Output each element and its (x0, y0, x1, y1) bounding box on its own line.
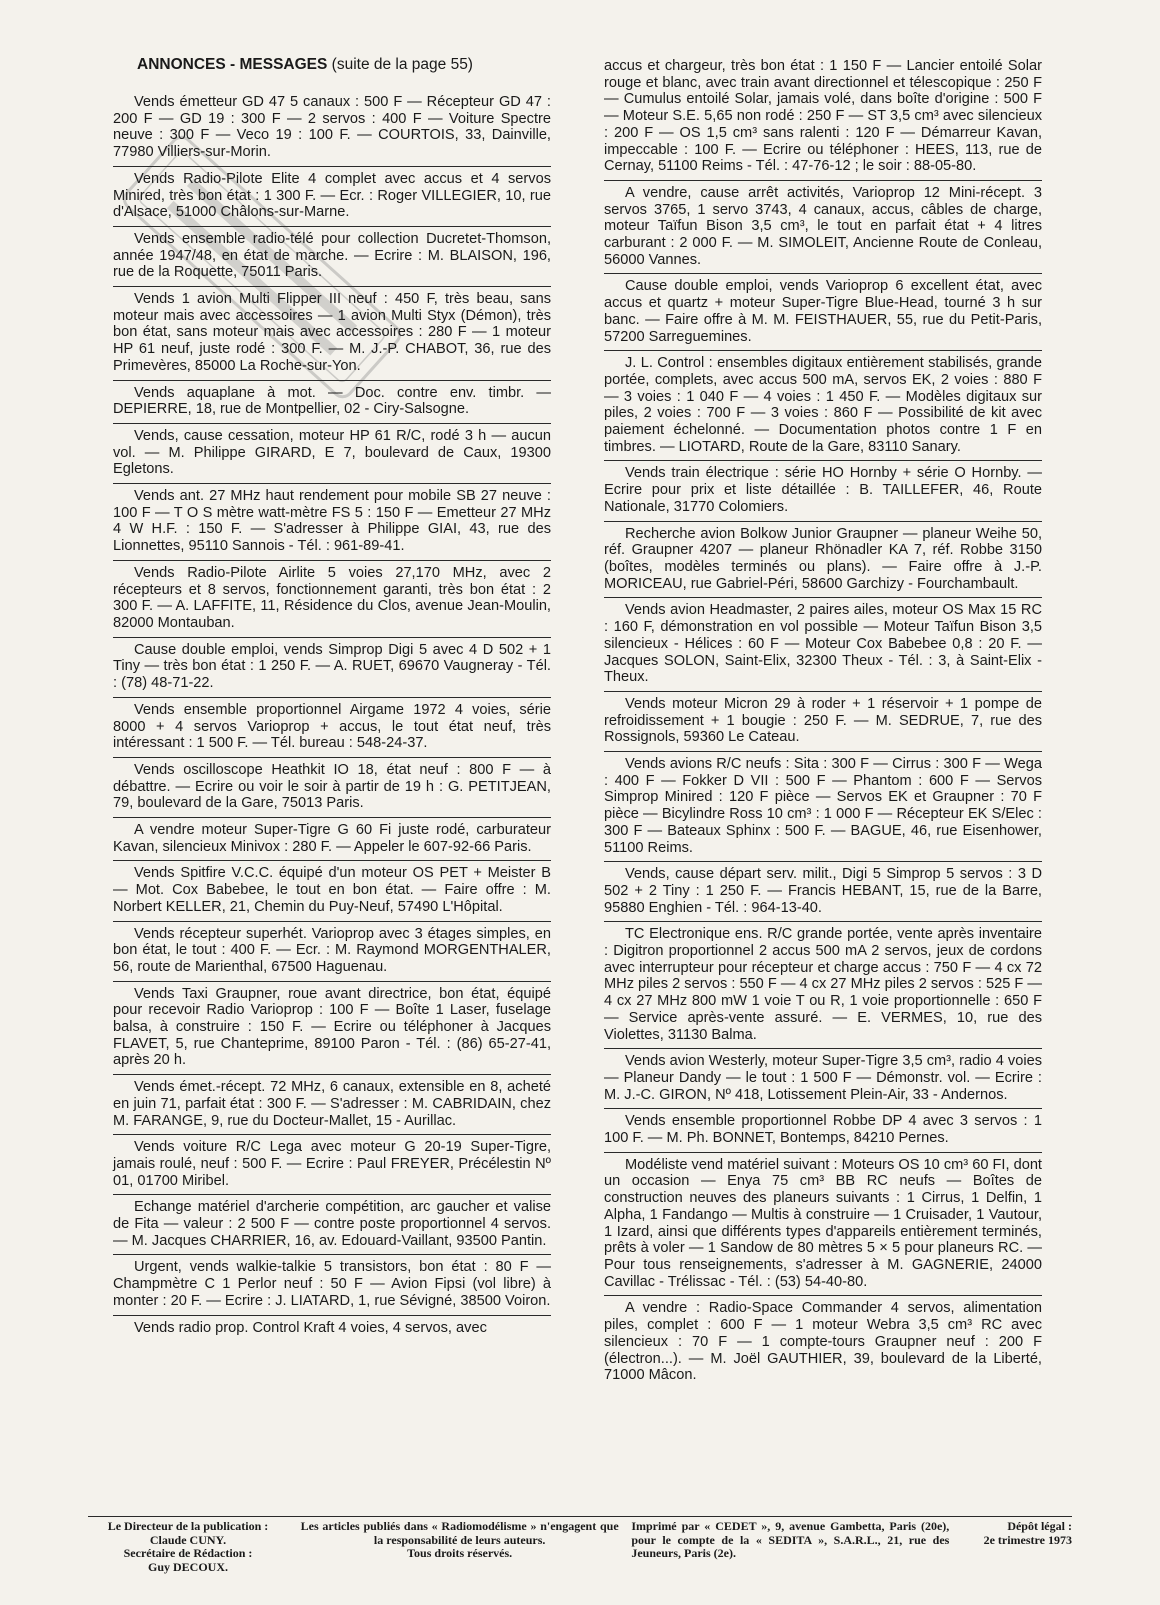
footer-line: Les articles publiés dans « Radiomodélisme » n'engagent que la responsabilité de leurs auteurs. (300, 1519, 619, 1547)
section-continuation: (suite de la page 55) (331, 56, 473, 73)
classified-ad: Recherche avion Bolkow Junior Graupner — planeur Weihe 50, réf. Graupner 4207 — planeur Rhönadler KA 7, réf. Robbe 3150 (boîtes, modèles terminés ou plans). — Faire offre à J.-P. MORICEAU, rue Gabriel-Péri, 58600 Garchizy - Fourchambault. (604, 522, 1042, 599)
classified-ad: Vends émetteur GD 47 5 canaux : 500 F — Récepteur GD 47 : 200 F — GD 19 : 300 F — 2 servos : 400 F — Voiture Spectre neuve : 300 F — Veco 19 : 100 F. — COURTOIS, 33, Dainville, 77980 Villiers-sur-Morin. (113, 90, 551, 167)
classified-ad-continued: accus et chargeur, très bon état : 1 150 F — Lancier entoilé Solar rouge et blanc, avec train avant directionnel et télescopique : 250 F — Cumulus entoilé Solar, jamais volé, dans boîte d'origine : 500 F — Moteur S.E. 5,65 non rodé : 250 F — ST 3,5 cm³ avec silencieux : 200 F — OS 1,5 cm³ sans ralenti : 120 F — Démarreur Kavan, impeccable : 100 F. — Ecrire ou téléphoner : HEES, 113, rue de Cernay, 51100 Reims - Tél. : 47-76-12 ; le soir : 88-05-80. (604, 52, 1042, 181)
classified-ad: A vendre moteur Super-Tigre G 60 Fi juste rodé, carburateur Kavan, silencieux Minivox : 280 F. — Appeler le 607-92-66 Paris. (113, 818, 551, 861)
classified-ad: Vends avions R/C neufs : Sita : 300 F — Cirrus : 300 F — Wega : 400 F — Fokker D VII : 500 F — Phantom : 600 F — Servos Simprop Minired : 120 F pièce — Servos EK et Graupner : 70 F pièce — Bicylindre Ross 10 cm³ : 1 000 F — Récepteur EK S/Elec : 300 F — Bateaux Sphinx : 500 F. — BAGUE, 46, rue Eisenhower, 51100 Reims. (604, 752, 1042, 862)
footer-legal-deposit (962, 1520, 1072, 1574)
classified-ad: Vends ant. 27 MHz haut rendement pour mobile SB 27 neuve : 100 F — T O S mètre watt-mètre FS 5 : 150 F — Emetteur 27 MHz 4 W H.F. : 150 F. — S'adresser à Philippe GIAI, 43, rue des Lionnettes, 95110 Sannois - Tél. : 961-89-41. (113, 484, 551, 561)
classified-ad: Vends aquaplane à mot. — Doc. contre env. timbr. — DEPIERRE, 18, rue de Montpellier, 02 - Ciry-Salsogne. (113, 381, 551, 424)
classified-ad: Vends oscilloscope Heathkit IO 18, état neuf : 800 F — à débattre. — Ecrire ou voir le soir à partir de 19 h : G. PETITJEAN, 79, boulevard de la Gare, 75013 Paris. (113, 758, 551, 818)
section-title: ANNONCES - MESSAGES (137, 56, 328, 73)
footer-line: Le Directeur de la publication : (107, 1519, 269, 1533)
classified-ad: Vends Spitfire V.C.C. équipé d'un moteur OS PET + Meister B — Mot. Cox Babebee, le tout en bon état. — Faire offre : M. Norbert KELLER, 21, Chemin du Puy-Neuf, 57490 L'Hôpital. (113, 861, 551, 921)
classified-ad: Vends récepteur superhét. Varioprop avec 3 étages simples, en bon état, le tout : 400 F. — Ecr. : M. Raymond MORGENTHALER, 56, route de Marienthal, 67500 Haguenau. (113, 922, 551, 982)
classified-ad: Urgent, vends walkie-talkie 5 transistors, bon état : 80 F — Champmètre C 1 Perlor neuf : 50 F — Avion Fipsi (vol libre) à monter : 20 F. — Ecrire : J. LIATARD, 1, rue Sévigné, 38500 Voiron. (113, 1255, 551, 1315)
classified-ad: Echange matériel d'archerie compétition, arc gaucher et valise de Fita — valeur : 2 500 F — contre poste proportionnel 4 servos. — M. Jacques CHARRIER, 16, av. Edouard-Vaillant, 93500 Pantin. (113, 1195, 551, 1255)
classified-ad: Vends ensemble proportionnel Robbe DP 4 avec 3 servos : 1 100 F. — M. Ph. BONNET, Bontemps, 84210 Pernes. (604, 1109, 1042, 1152)
classified-ad: Vends voiture R/C Lega avec moteur G 20-19 Super-Tigre, jamais roulé, neuf : 500 F. — Ecrire : Paul FREYER, Précélestin Nº 01, 01700 Miribel. (113, 1135, 551, 1195)
footer-line: 2e trimestre 1973 (983, 1532, 1072, 1547)
footer-line: Secrétaire de Rédaction : (123, 1546, 253, 1560)
classified-ad: Vends, cause cessation, moteur HP 61 R/C, rodé 3 h — aucun vol. — M. Philippe GIRARD, E 7, boulevard de Caux, 19300 Egletons. (113, 424, 551, 484)
imprint-footer (88, 1516, 1072, 1574)
classified-ad: Cause double emploi, vends Simprop Digi 5 avec 4 D 502 + 1 Tiny — très bon état : 1 250 F. — A. RUET, 69670 Vaugneray - Tél. : (78) 48-71-22. (113, 638, 551, 698)
classified-ad: Vends radio prop. Control Kraft 4 voies, 4 servos, avec (134, 1319, 487, 1336)
classified-ad: Modéliste vend matériel suivant : Moteurs OS 10 cm³ 60 FI, dont un occasion — Enya 75 cm³ BB RC neufs — Boîtes de construction neuves des planeurs suivants : 1 Cirrus, 1 Delfin, 1 Alpha, 1 Fandango — Multis à construire — 1 Cruisader, 1 Vautour, 1 Izard, ainsi que différents types d'appareils entièrement terminés, prêts à voler — 1 Sandow de 80 mètres 5 × 5 pour planeurs RC. — Pour tous renseignements, s'adresser à M. GAGNERIE, 24000 Cavillac - Trélissac - Tél. : (53) 54-40-80. (604, 1153, 1042, 1297)
classified-ad: Vends Taxi Graupner, roue avant directrice, bon état, équipé pour recevoir Radio Varioprop : 100 F — Boîte 1 Laser, fuselage balsa, à construire : 150 F. — Ecrire ou téléphoner à Jacques FLAVET, 5, rue Chanteprime, 89100 Paron - Tél. : (86) 65-27-41, après 20 h. (113, 982, 551, 1076)
left-column (113, 52, 551, 1341)
classified-ad: Vends ensemble proportionnel Airgame 1972 4 voies, série 8000 + 4 servos Varioprop + accus, le tout état neuf, très intéressant : 1 500 F. — Tél. bureau : 548-24-37. (113, 698, 551, 758)
footer-line: Imprimé par « CEDET », 9, avenue Gambetta, Paris (20e), pour le compte de la « SEDITA », S.A.R.L., 21, rue des Jeuneurs, Paris (2e). (631, 1519, 950, 1560)
classified-ad: Vends avion Headmaster, 2 paires ailes, moteur OS Max 15 RC : 160 F, démonstration en vol possible — Moteur Taïfun Bison 3,5 silencieux - Hélices : 60 F — Moteur Cox Babebee 0,8 : 20 F. — Jacques SOLON, Saint-Elix, 32300 Theux - Tél. : 3, à Saint-Elix - Theux. (604, 598, 1042, 692)
classified-ad: Vends 1 avion Multi Flipper III neuf : 450 F, très beau, sans moteur mais avec accessoires — 1 avion Multi Styx (Démon), très bon état, sans moteur mais avec accessoires : 280 F — 1 moteur HP 61 neuf, juste rodé : 300 F. — M. J.-P. CHABOT, 36, rue des Primevères, 85000 La Roche-sur-Yon. (113, 287, 551, 381)
classified-ad: A vendre, cause arrêt activités, Varioprop 12 Mini-récept. 3 servos 3765, 1 servo 3743, 4 canaux, accus, câbles de charge, moteur Taïfun Bison 3,5 cm³, le tout en parfait état + 4 litres carburant : 2 000 F. — M. SIMOLEIT, Ancienne Route de Conleau, 56000 Vannes. (604, 181, 1042, 275)
footer-printer (631, 1520, 949, 1574)
classified-ad: Vends Radio-Pilote Airlite 5 voies 27,170 MHz, avec 2 récepteurs et 8 servos, fonctionnement garanti, très bon état : 2 300 F. — A. LAFFITE, 11, Résidence du Clos, avenue Jean-Moulin, 82000 Montauban. (113, 561, 551, 638)
classified-ad: Vends, cause départ serv. milit., Digi 5 Simprop 5 servos : 3 D 502 + 2 Tiny : 1 250 F. — Francis HEBANT, 15, rue de la Barre, 95880 Enghien - Tél. : 964-13-40. (604, 862, 1042, 922)
classified-ad: Vends train électrique : série HO Hornby + série O Hornby. — Ecrire pour prix et liste détaillée : B. TAILLEFER, 46, Route Nationale, 31770 Colomiers. (604, 461, 1042, 521)
classified-ad: A vendre : Radio-Space Commander 4 servos, alimentation piles, complet : 600 F — 1 moteur Webra 3,5 cm³ RC avec silencieux : 70 F — 1 compte-tours Graupner neuf : 200 F (électron...). — M. Joël GAUTHIER, 39, boulevard de la Liberté, 71000 Mâcon. (604, 1300, 1042, 1384)
footer-line: Dépôt légal : (1007, 1519, 1072, 1533)
classified-ad: Vends avion Westerly, moteur Super-Tigre 3,5 cm³, radio 4 voies — Planeur Dandy — le tout : 1 500 F — Démonstr. vol. — Ecrire : M. J.-C. GIRON, Nº 418, Lotissement Plein-Air, 33 - Andernos. (604, 1049, 1042, 1109)
classified-ad: TC Electronique ens. R/C grande portée, vente après inventaire : Digitron proportionnel 2 accus 500 mA 2 servos, jeux de cordons avec interrupteur pour récepteur et charge accus : 750 F — 4 cx 72 MHz piles 2 servos : 550 F — 4 cx 27 MHz piles 2 servos : 525 F — 4 cx 27 MHz 800 mW 1 voie T ou R, 1 voie proportionnelle : 650 F — Service après-vente assuré. — E. VERMES, 10, rue des Violettes, 31130 Balma. (604, 922, 1042, 1049)
classified-ad: Vends émet.-récept. 72 MHz, 6 canaux, extensible en 8, acheté en juin 71, parfait état : 300 F. — S'adresser : M. CABRIDAIN, chez M. FARANGE, 9, rue du Docteur-Mallet, 15 - Aurillac. (113, 1075, 551, 1135)
footer-line: Guy DECOUX. (147, 1559, 228, 1574)
classified-ad: Vends Radio-Pilote Elite 4 complet avec accus et 4 servos Minired, très bon état : 1 300 F. — Ecr. : Roger VILLEGIER, 10, rue d'Alsace, 51000 Châlons-sur-Marne. (113, 167, 551, 227)
footer-line: Tous droits réservés. (407, 1546, 513, 1560)
right-column (604, 52, 1042, 1389)
section-heading (113, 52, 551, 78)
classified-ad: Vends ensemble radio-télé pour collection Ducretet-Thomson, année 1947/48, en état de marche. — Ecrire : M. BLAISON, 196, rue de la Roquette, 75011 Paris. (113, 227, 551, 287)
classified-ad: Cause double emploi, vends Varioprop 6 excellent état, avec accus et quartz + moteur Super-Tigre Blue-Head, tourné 3 h sur banc. — Faire offre à M. M. FEISTHAUER, 55, rue du Petit-Paris, 57200 Sarreguemines. (604, 274, 1042, 351)
classified-ad: J. L. Control : ensembles digitaux entièrement stabilisés, grande portée, complets, avec accus 500 mA, servos EK, 2 voies : 880 F — 3 voies : 1 040 F — 4 voies : 1 450 F. — Modèles digitaux sur piles, 2 voies : 700 F — 3 voies : 860 F — Possibilité de kit avec paiement échelonné. — Documentation photos contre 1 F en timbres. — LIOTARD, Route de la Gare, 83110 Sanary. (604, 351, 1042, 461)
classified-ad: Vends moteur Micron 29 à roder + 1 réservoir + 1 pompe de refroidissement + 1 bougie : 250 F. — M. SEDRUE, 7, rue des Rossignols, 59360 Le Cateau. (604, 692, 1042, 752)
footer-responsibility-note (301, 1520, 619, 1574)
footer-line: Claude CUNY. (149, 1532, 227, 1547)
footer-publication-director (88, 1520, 288, 1574)
